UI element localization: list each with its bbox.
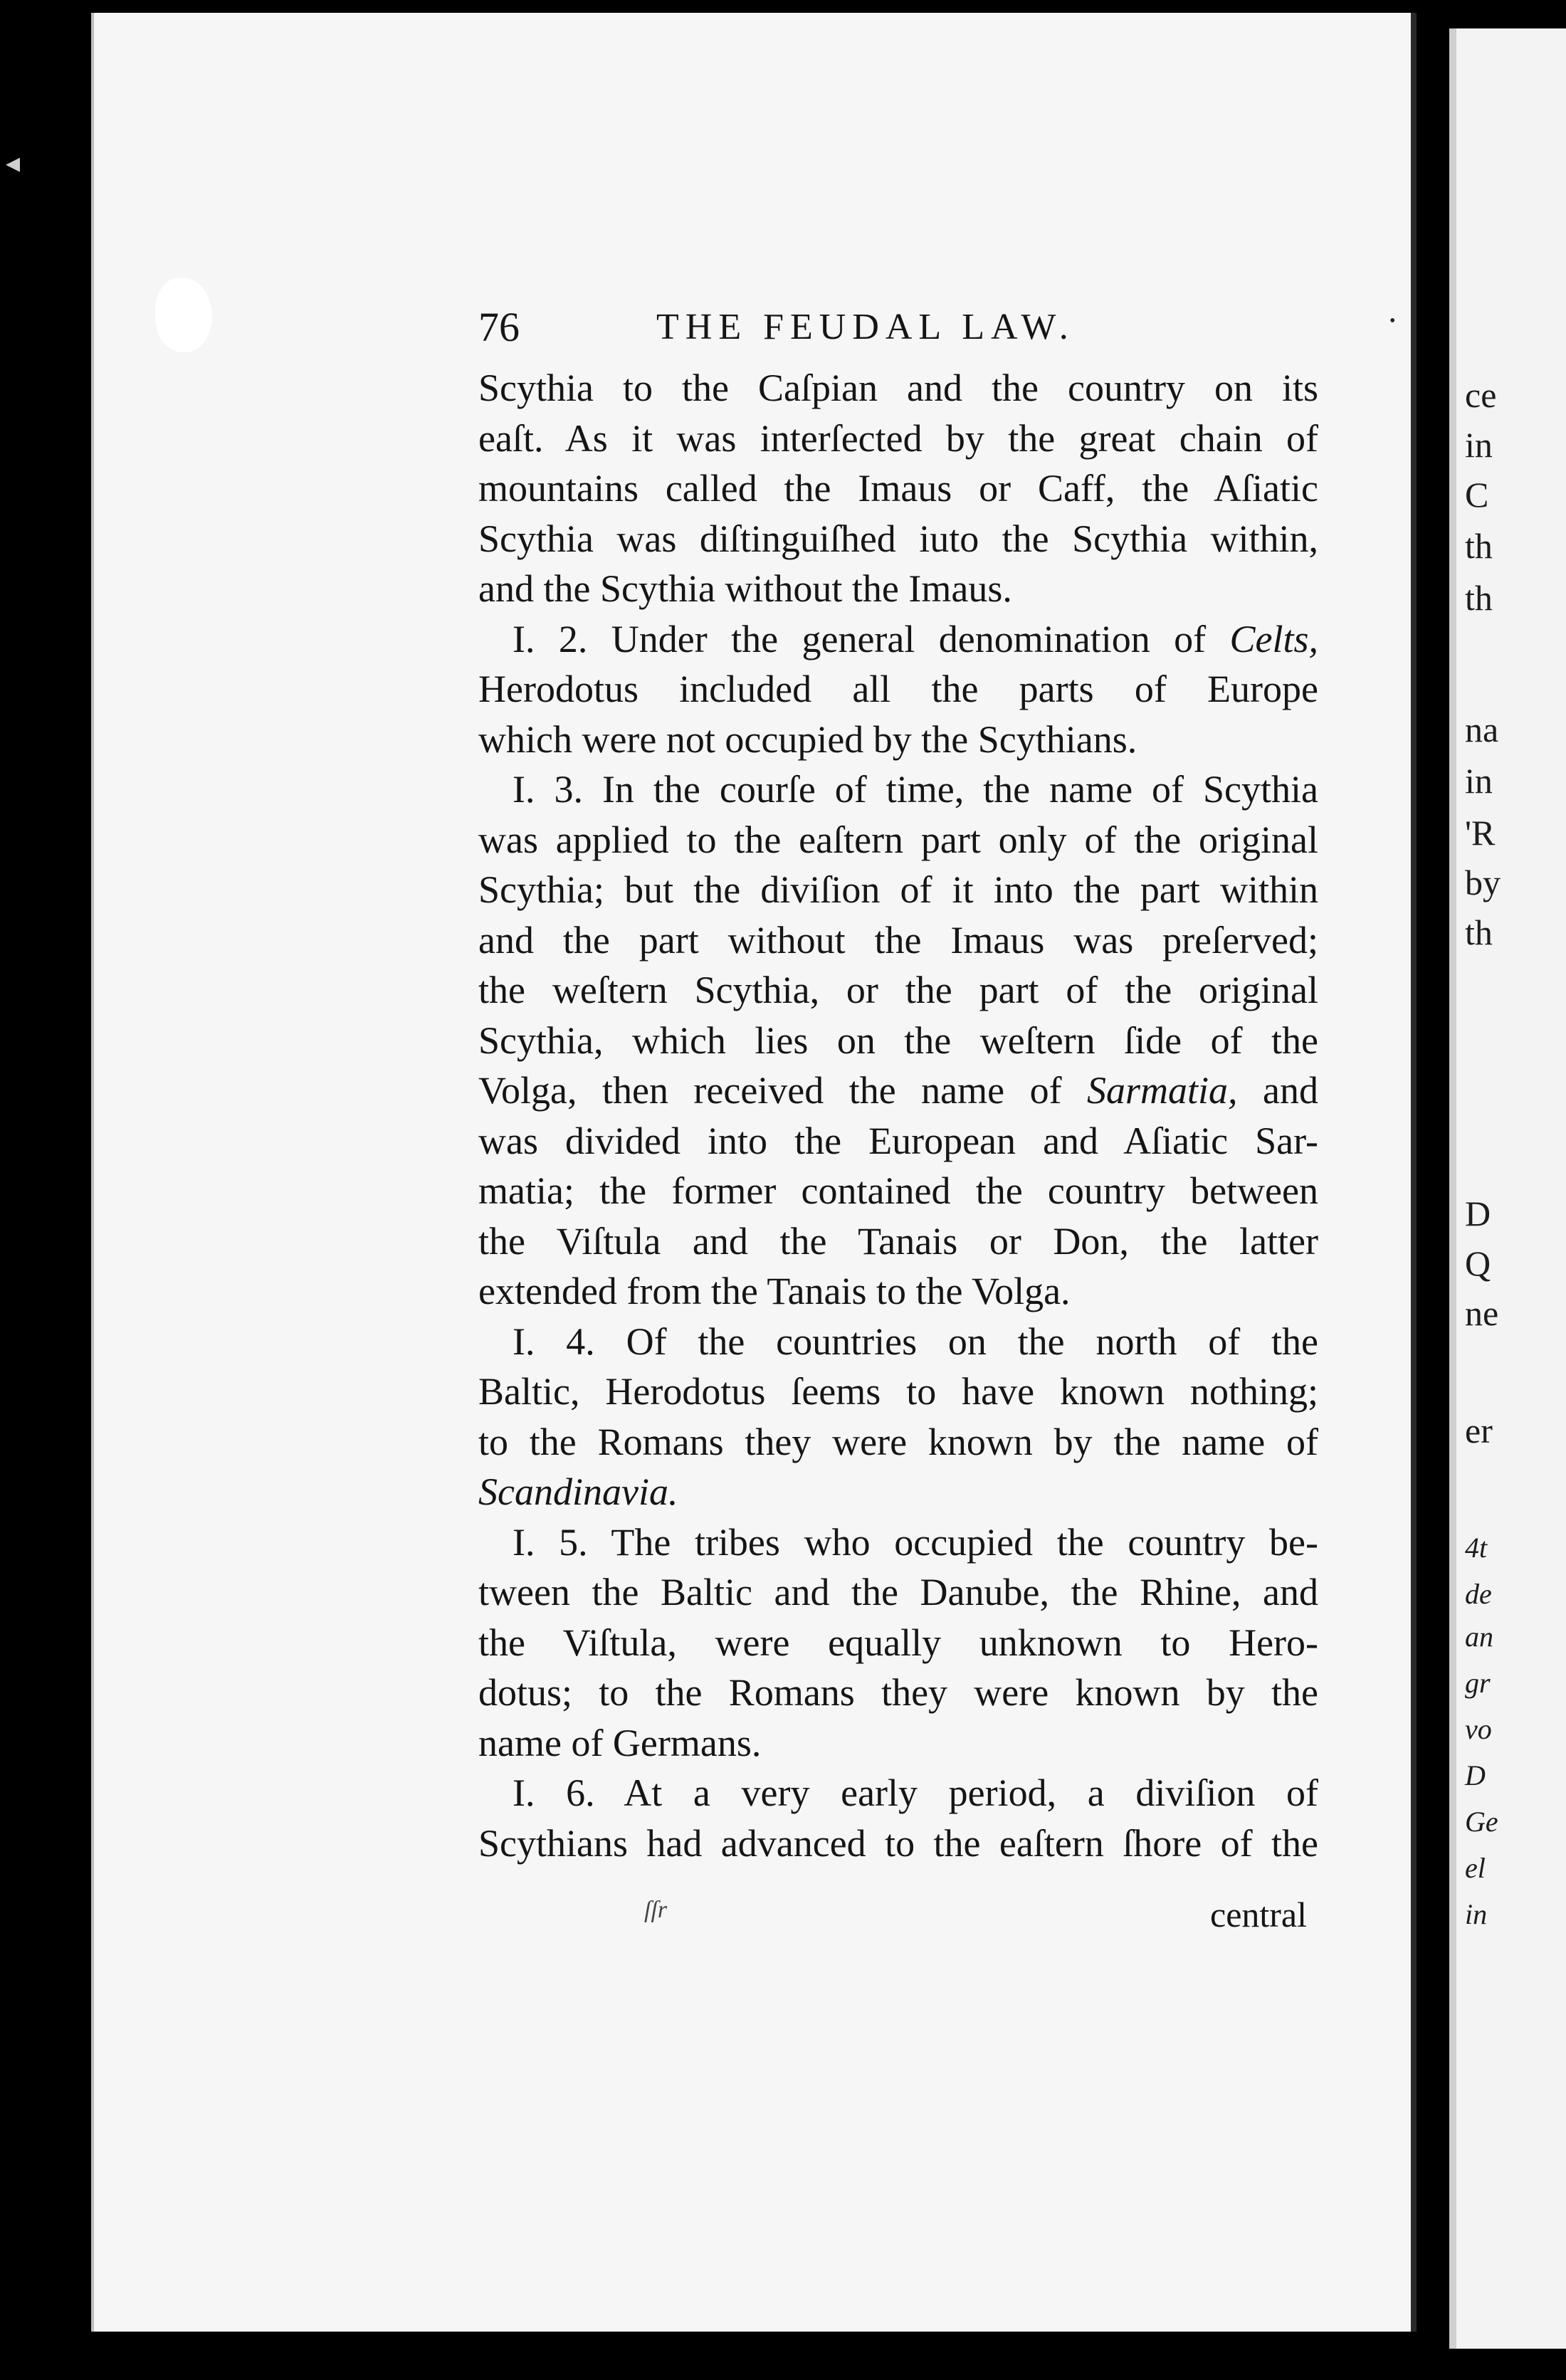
- facing-page-fragment: D: [1465, 1194, 1491, 1233]
- facing-page-fragment: 'R: [1465, 813, 1496, 853]
- text-line: Volga, then received the name of Sarmatia, and: [478, 1069, 1318, 1112]
- text-line: Baltic, Herodotus ſeems to have known nothing;: [478, 1370, 1318, 1413]
- facing-page-fragment: D: [1465, 1759, 1486, 1791]
- text-line: and the part without the Imaus was preſerved;: [478, 918, 1318, 962]
- page-header: [478, 299, 1318, 363]
- ink-mark: ſſr: [644, 1897, 668, 1923]
- facing-page-fragment: er: [1465, 1411, 1493, 1450]
- facing-page-fragment: Q: [1465, 1243, 1491, 1283]
- text-line: the weſtern Scythia, or the part of the original: [478, 969, 1318, 1011]
- text-line: Scandinavia.: [478, 1470, 678, 1513]
- text-line: the Viſtula, were equally unknown to Hero-: [478, 1621, 1318, 1664]
- facing-page-fragment: el: [1465, 1852, 1486, 1884]
- facing-page-fragment: an: [1465, 1621, 1493, 1653]
- text-line: mountains called the Imaus or Caff, the Aſiatic: [478, 467, 1318, 510]
- facing-page-fragment: gr: [1465, 1667, 1491, 1699]
- page-number: 76: [478, 304, 520, 350]
- facing-page-fragment: 4t: [1465, 1532, 1488, 1564]
- facing-page-fragment: by: [1465, 863, 1501, 902]
- facing-page-fragment: in: [1465, 425, 1493, 465]
- facing-page-fragment: th: [1465, 578, 1493, 618]
- facing-page-fragment: in: [1465, 761, 1493, 801]
- text-line: Scythia; but the diviſion of it into the part within: [478, 868, 1318, 911]
- text-line: matia; the former contained the country between: [478, 1169, 1318, 1212]
- text-line: I. 6. At a very early period, a diviſion of: [513, 1771, 1318, 1814]
- paper-spot: [155, 278, 212, 352]
- facing-page-text: [1449, 28, 1566, 2349]
- body-text: [478, 363, 1318, 1868]
- facing-page-fragment: Ge: [1465, 1806, 1498, 1838]
- facing-page-fragment: vo: [1465, 1713, 1492, 1745]
- facing-page-fragment: th: [1465, 526, 1493, 566]
- facing-page-fragment: th: [1465, 912, 1493, 952]
- text-line: and the Scythia without the Imaus.: [478, 567, 1012, 610]
- text-line: name of Germans.: [478, 1721, 762, 1764]
- facing-page-fragment: ne: [1465, 1293, 1499, 1333]
- facing-page-fragment: ce: [1465, 375, 1497, 415]
- text-line: which were not occupied by the Scythians.: [478, 717, 1137, 761]
- text-line: I. 3. In the courſe of time, the name of Scythia: [513, 768, 1318, 811]
- text-line: Scythia was diſtinguiſhed iuto the Scythia within,: [478, 517, 1318, 560]
- text-line: Scythia, which lies on the weſtern ſide of the: [478, 1018, 1318, 1062]
- text-line: Scythians had advanced to the eaſtern ſhore of the: [478, 1821, 1318, 1865]
- text-line: to the Romans they were known by the name of: [478, 1420, 1318, 1463]
- text-line: I. 5. The tribes who occupied the country be-: [513, 1520, 1318, 1564]
- text-line: Scythia to the Caſpian and the country on its: [478, 367, 1318, 409]
- text-line: tween the Baltic and the Danube, the Rhine, and: [478, 1571, 1318, 1613]
- facing-page-fragment: C: [1465, 475, 1489, 515]
- text-line: I. 4. Of the countries on the north of the: [513, 1320, 1318, 1363]
- text-line: Herodotus included all the parts of Europe: [478, 668, 1318, 710]
- text-line: I. 2. Under the general denomination of Celts,: [513, 617, 1318, 660]
- text-line: eaſt. As it was interſected by the great chain of: [478, 416, 1318, 460]
- text-line: was divided into the European and Aſiatic Sar-: [478, 1119, 1318, 1162]
- running-title: THE FEUDAL LAW.: [656, 307, 1075, 347]
- text-line: was applied to the eaſtern part only of the original: [478, 818, 1318, 861]
- margin-dot: •: [1389, 312, 1396, 330]
- text-line: dotus; to the Romans they were known by the: [478, 1671, 1318, 1714]
- facing-page-fragment: in: [1465, 1898, 1488, 1930]
- facing-page-fragment: na: [1465, 710, 1499, 749]
- catchword: central: [1210, 1895, 1308, 1934]
- margin-speck: ◂: [6, 147, 21, 179]
- text-line: the Viſtula and the Tanais or Don, the latter: [478, 1219, 1318, 1263]
- facing-page-fragment: de: [1465, 1578, 1492, 1610]
- text-line: extended from the Tanais to the Volga.: [478, 1270, 1071, 1312]
